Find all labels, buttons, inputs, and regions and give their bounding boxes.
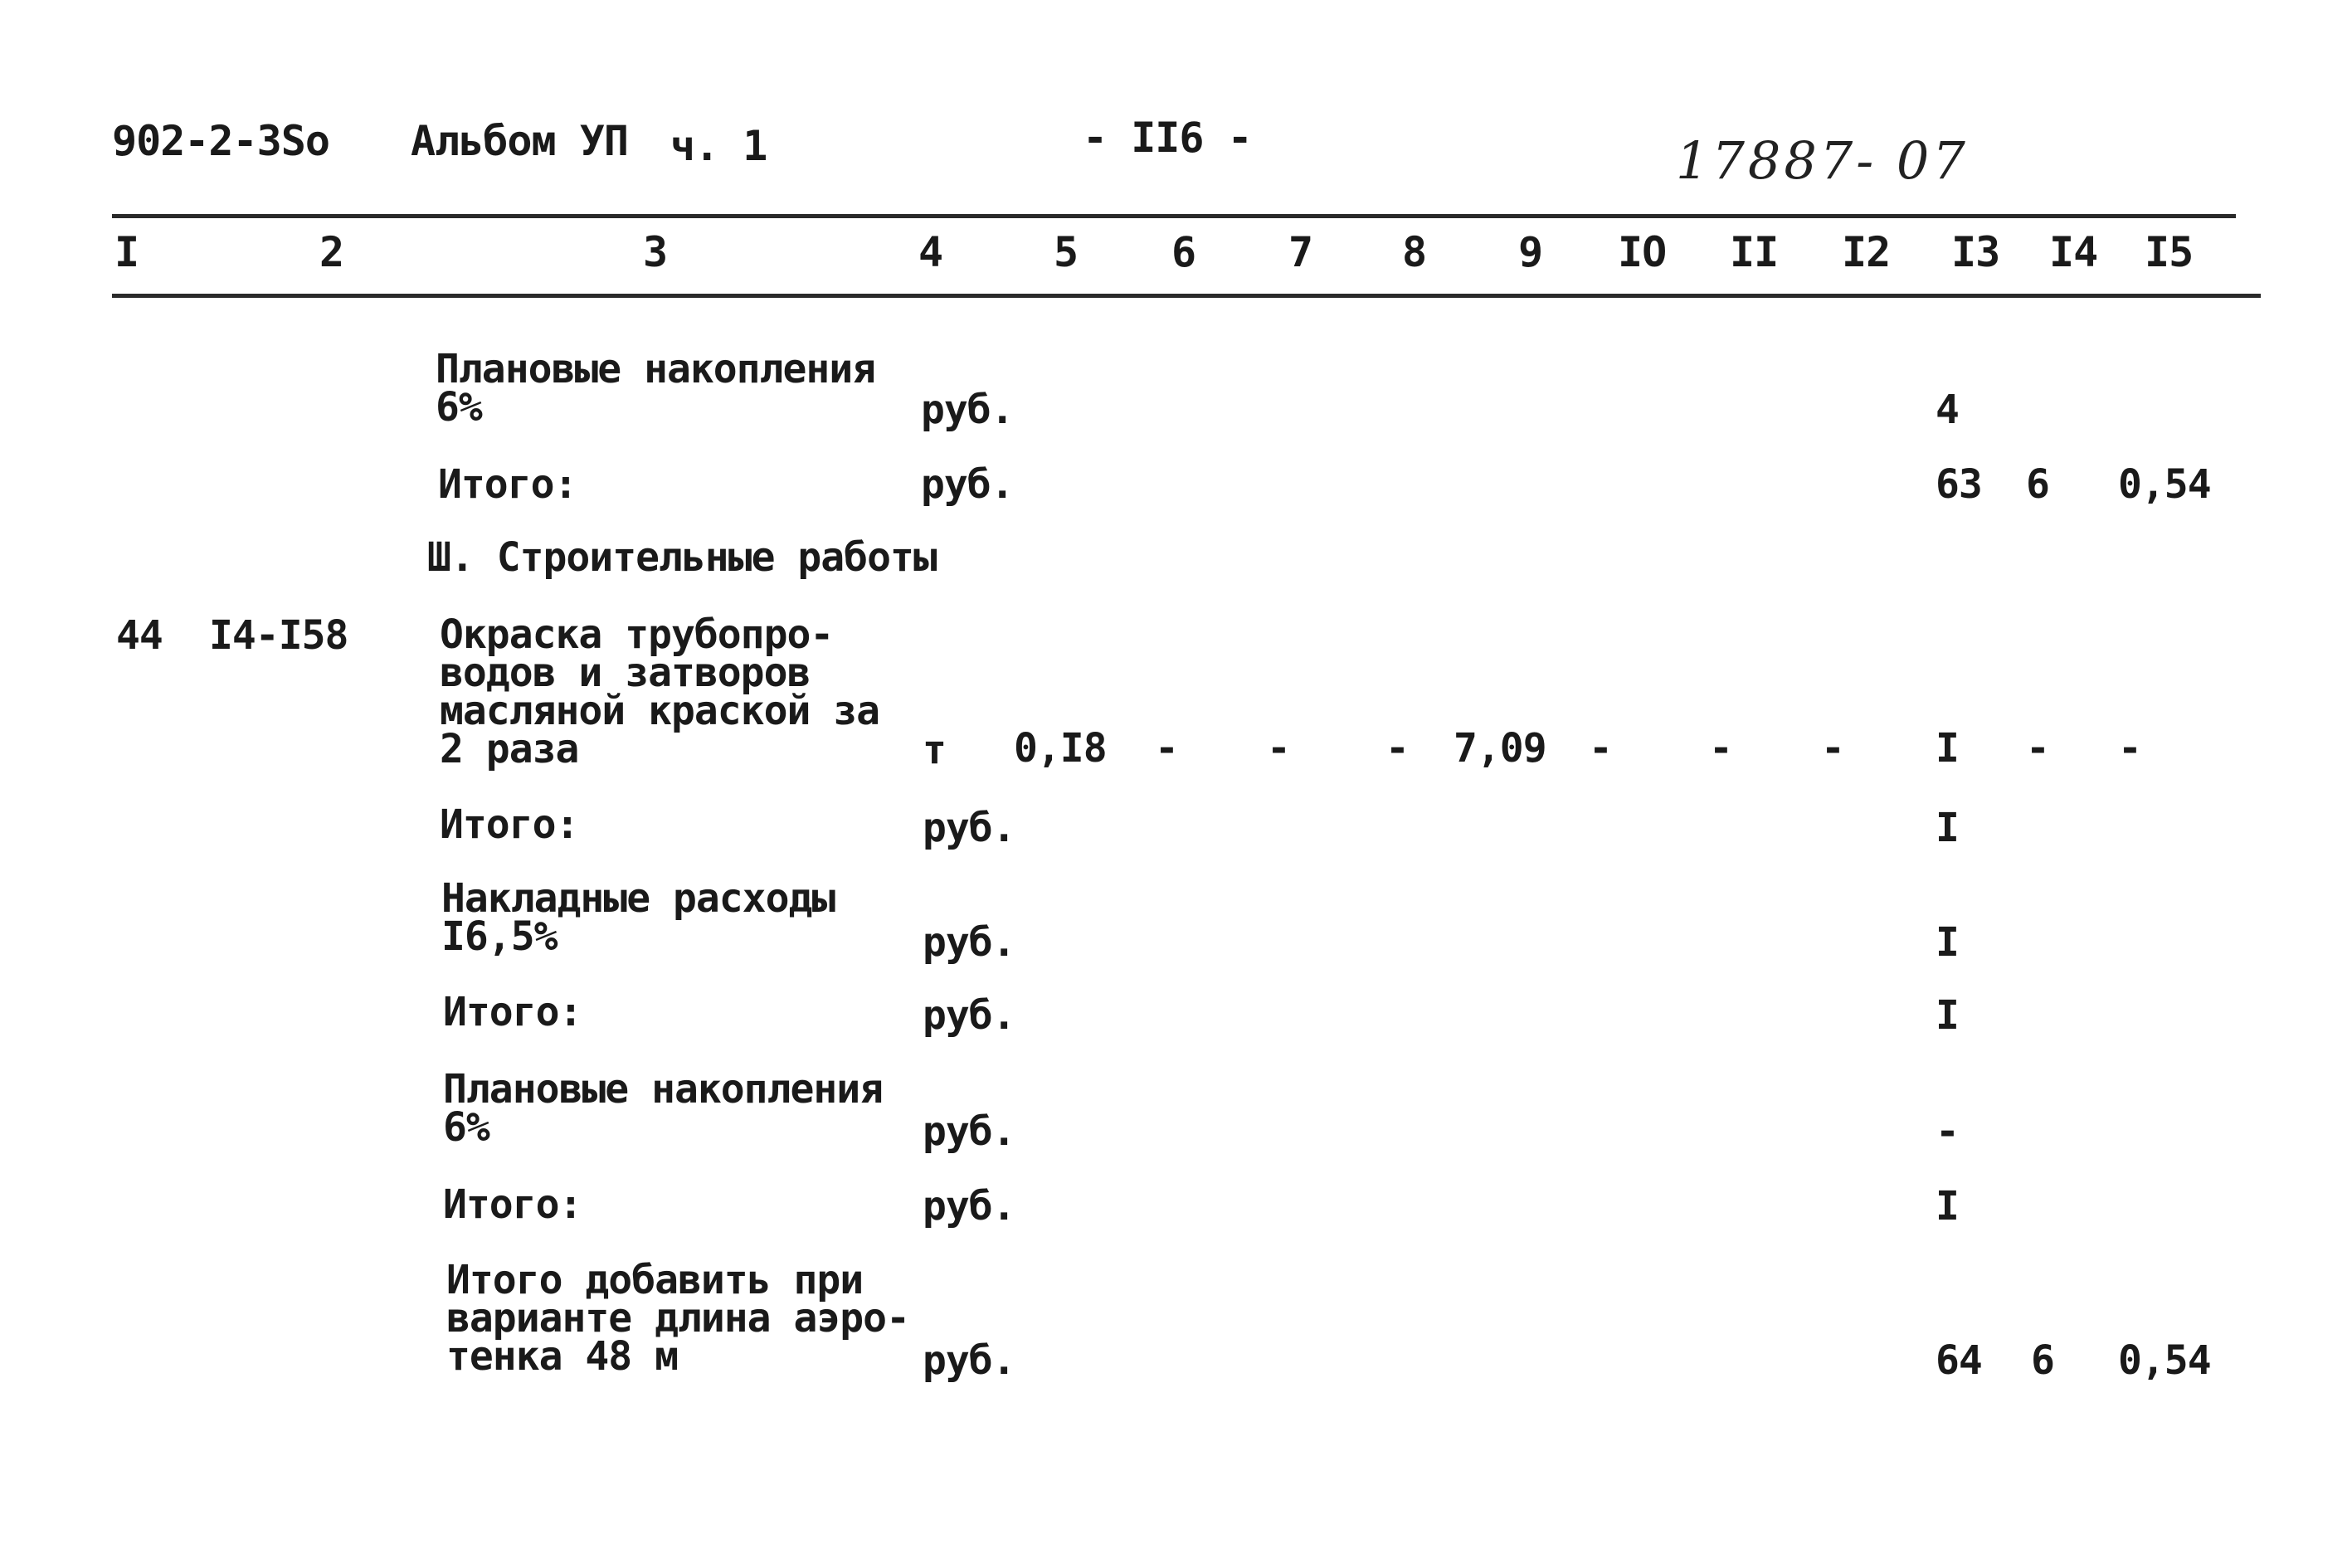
cell-col-13: - <box>1936 1108 1959 1155</box>
row-unit: руб. <box>923 1183 1015 1230</box>
column-header: II <box>1730 228 1779 276</box>
section-heading: Ш. Строительные работы <box>427 534 937 581</box>
row-description: Итого добавить при варианте длина аэро- тенка 48 м <box>446 1257 909 1380</box>
column-header: I3 <box>1951 228 2000 276</box>
column-header: 2 <box>319 228 344 276</box>
row-unit: руб. <box>921 387 1014 433</box>
cell-col-13: 63 <box>1936 461 1982 508</box>
row-unit: т <box>923 727 946 773</box>
cell-col-14: - <box>2026 725 2049 772</box>
cell-col-11: - <box>1709 725 1732 772</box>
cell-col-14: 6 <box>2031 1337 2054 1384</box>
item-code: I4-I58 <box>209 612 348 659</box>
row-description: Итого: <box>438 461 577 508</box>
part-label: ч. 1 <box>670 122 767 170</box>
column-header: 9 <box>1518 228 1543 276</box>
row-unit: руб. <box>923 805 1015 851</box>
row-description: Итого: <box>443 1181 582 1228</box>
cell-col-13: I <box>1936 919 1959 966</box>
column-header: I4 <box>2049 228 2098 276</box>
row-unit: руб. <box>923 992 1015 1039</box>
column-header: I <box>114 228 139 276</box>
column-header: 4 <box>918 228 943 276</box>
cell-col-9: 7,09 <box>1454 725 1546 772</box>
row-unit: руб. <box>923 1108 1015 1155</box>
column-header: 5 <box>1054 228 1079 276</box>
row-description: Накладные расходы I6,5% <box>441 875 835 960</box>
cell-col-13: I <box>1936 725 1959 772</box>
cell-col-7: - <box>1267 725 1290 772</box>
cell-col-5: 0,I8 <box>1014 725 1107 772</box>
document-code: 902-2-3Ѕо <box>112 117 329 165</box>
header-bottom-rule <box>112 294 2261 298</box>
row-description: Итого: <box>440 801 579 848</box>
column-header: 7 <box>1288 228 1313 276</box>
page-number: - II6 - <box>1083 114 1252 162</box>
row-description: Итого: <box>443 989 582 1035</box>
cell-col-12: - <box>1821 725 1844 772</box>
item-number: 44 <box>116 612 163 659</box>
cell-col-10: - <box>1589 725 1612 772</box>
cell-col-14: 6 <box>2026 461 2049 508</box>
cell-col-8: - <box>1385 725 1409 772</box>
cell-col-13: 64 <box>1936 1337 1982 1384</box>
column-header: I2 <box>1842 228 1891 276</box>
row-unit: руб. <box>923 1337 1015 1384</box>
cell-col-6: - <box>1155 725 1178 772</box>
handwritten-number: 17887- 07 <box>1676 130 1969 191</box>
row-unit: руб. <box>921 461 1014 508</box>
column-header: I5 <box>2145 228 2194 276</box>
column-header: IO <box>1618 228 1667 276</box>
column-header: 6 <box>1171 228 1196 276</box>
cell-col-13: I <box>1936 805 1959 851</box>
cell-col-15: 0,54 <box>2118 461 2211 508</box>
column-header: 3 <box>643 228 668 276</box>
row-description: Окраска трубопро- водов и затворов масляной краской за 2 раза <box>440 611 880 772</box>
cell-col-15: 0,54 <box>2118 1337 2211 1384</box>
row-unit: руб. <box>923 919 1015 966</box>
cell-col-15: - <box>2118 725 2141 772</box>
cell-col-13: 4 <box>1936 387 1959 433</box>
cell-col-13: I <box>1936 1183 1959 1230</box>
cell-col-13: I <box>1936 992 1959 1039</box>
album-label: Альбом УП <box>411 117 628 165</box>
row-description: Плановые накопления 6% <box>443 1066 884 1151</box>
header-top-rule <box>112 214 2236 218</box>
row-description: Плановые накопления 6% <box>436 346 876 431</box>
column-header: 8 <box>1402 228 1427 276</box>
